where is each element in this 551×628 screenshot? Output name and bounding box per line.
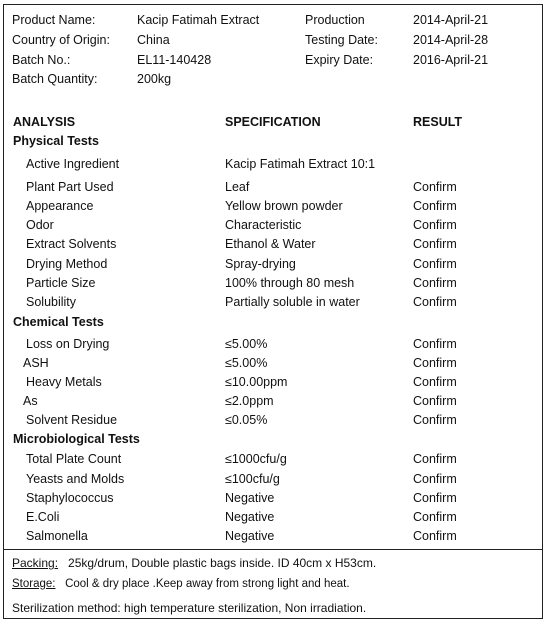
table-row: Salmonella Negative Confirm (26, 529, 457, 543)
table-row: ASH ≤5.00% Confirm (23, 356, 457, 370)
column-header-specification: SPECIFICATION (225, 115, 321, 129)
sterilization-text: Sterilization method: high temperature sterilization, Non irradiation. (12, 601, 367, 615)
footer-divider (4, 549, 542, 550)
packing-label: Packing: (12, 556, 59, 570)
table-row: Yeasts and Molds ≤100cfu/g Confirm (26, 472, 457, 486)
storage-label: Storage: (12, 578, 56, 590)
testing-date-value: 2014-April-28 (413, 33, 489, 47)
table-row: Particle Size 100% through 80 mesh Confirm (26, 276, 457, 290)
table-row: Loss on Drying ≤5.00% Confirm (26, 337, 457, 351)
expiry-date-value: 2016-April-21 (413, 53, 489, 67)
product-name-value: Kacip Fatimah Extract (137, 13, 260, 27)
production-value: 2014-April-21 (413, 13, 489, 27)
production-label: Production (305, 13, 365, 27)
batch-quantity-label: Batch Quantity: (12, 72, 98, 86)
table-row: As ≤2.0ppm Confirm (23, 394, 457, 408)
section-title-chemical: Chemical Tests (13, 315, 104, 329)
testing-date-label: Testing Date: (305, 33, 378, 47)
batch-quantity-value: 200kg (137, 72, 172, 86)
table-row: Heavy Metals ≤10.00ppm Confirm (26, 375, 457, 389)
table-row: Plant Part Used Leaf Confirm (26, 180, 457, 194)
table-row: Extract Solvents Ethanol & Water Confirm (26, 237, 457, 251)
storage-line (12, 578, 350, 590)
table-row: Active Ingredient Kacip Fatimah Extract 10:1 (26, 157, 376, 171)
column-header-result: RESULT (413, 115, 463, 129)
column-header-analysis: ANALYSIS (13, 115, 76, 129)
table-header-row (4, 113, 542, 132)
section-title-microbiological: Microbiological Tests (13, 432, 140, 446)
table-row: Solubility Partially soluble in water Confirm (26, 295, 457, 309)
table-row: Total Plate Count ≤1000cfu/g Confirm (26, 452, 457, 466)
certificate-of-analysis (3, 4, 543, 619)
storage-text: Cool & dry place .Keep away from strong light and heat. (65, 578, 350, 590)
expiry-date-label: Expiry Date: (305, 53, 374, 67)
packing-text: 25kg/drum, Double plastic bags inside. ID 40cm x H53cm. (68, 556, 377, 570)
country-label: Country of Origin: (12, 33, 110, 47)
table-row: E.Coli Negative Confirm (26, 510, 457, 524)
table-row: Solvent Residue ≤0.05% Confirm (26, 413, 457, 427)
batch-no-value: EL11-140428 (137, 53, 212, 67)
table-row: Odor Characteristic Confirm (26, 218, 457, 232)
batch-no-label: Batch No.: (12, 53, 71, 67)
section-title-physical: Physical Tests (13, 134, 99, 148)
packing-line (12, 556, 376, 570)
product-name-label: Product Name: (12, 13, 96, 27)
table-row: Drying Method Spray-drying Confirm (26, 257, 457, 271)
table-row: Staphylococcus Negative Confirm (26, 491, 457, 505)
table-row: Appearance Yellow brown powder Confirm (26, 199, 457, 213)
country-value: China (137, 33, 170, 47)
